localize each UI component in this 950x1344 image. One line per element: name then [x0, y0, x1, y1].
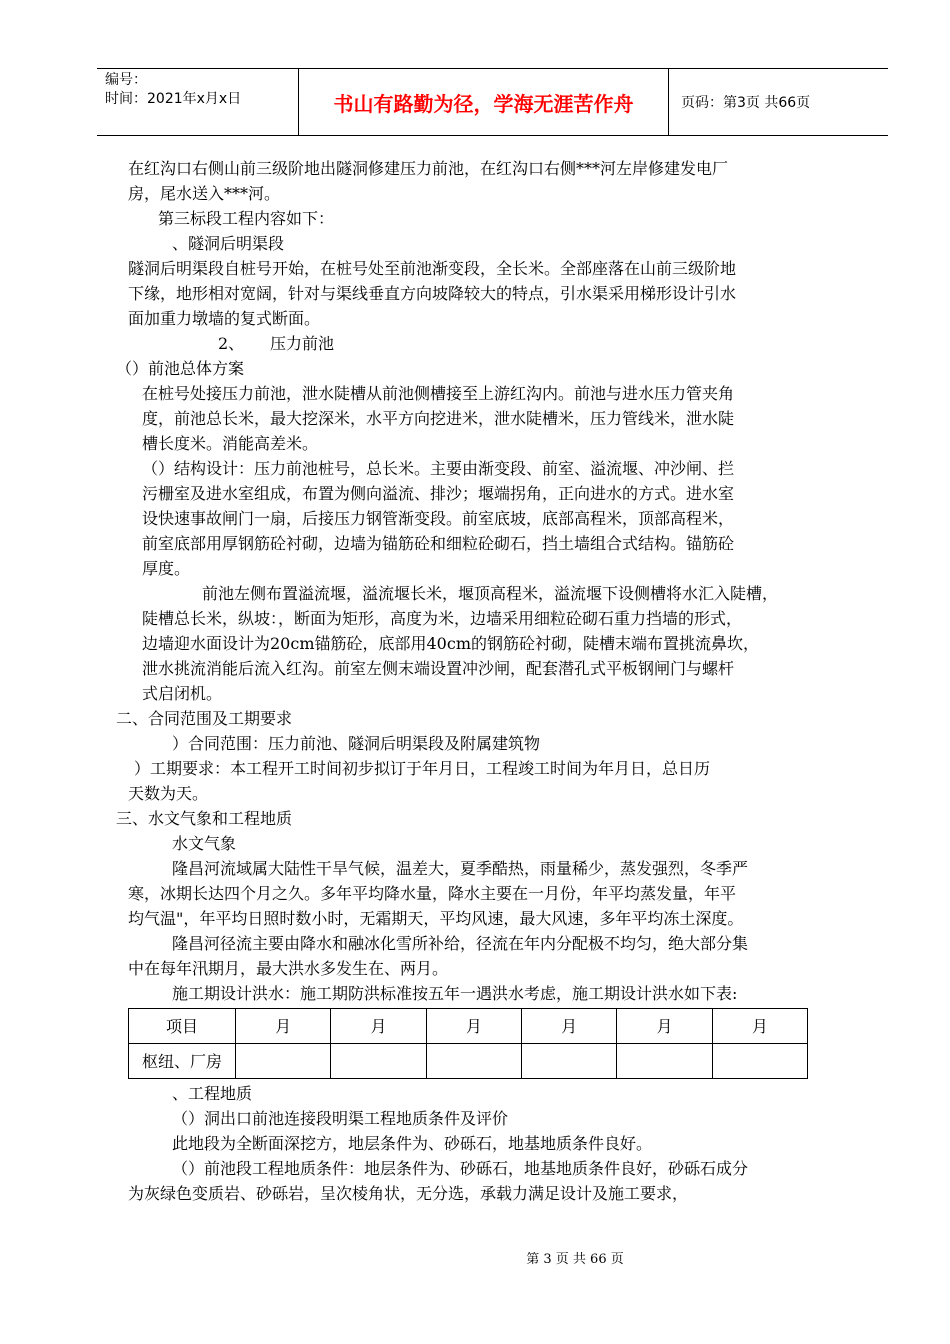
paragraph-line: 污栅室及进水室组成，布置为侧向溢流、排沙；堰端拐角，正向进水的方式。进水室: [142, 484, 735, 503]
table-header-cell: 月: [521, 1009, 616, 1044]
subsection-heading: 、工程地质: [172, 1084, 253, 1103]
header-page-number: 页码：第3页 共66页: [681, 95, 811, 111]
paragraph-line: 寒，冰期长达四个月之久。多年平均降水量，降水主要在一月份，年平均蒸发量，年平: [128, 884, 737, 903]
section-intro: 第三标段工程内容如下：: [158, 209, 335, 228]
document-code-label: 编号：: [105, 72, 147, 88]
paragraph-line: 边墙迎水面设计为20cm锚筋砼，底部用40cm的钢筋砼衬砌，陡槽末端布置挑流鼻坎，: [142, 634, 759, 653]
paragraph-line: （）前池段工程地质条件：地层条件为、砂砾石，地基地质条件良好，砂砾石成分: [172, 1159, 749, 1178]
paragraph-line: 中在每年汛期月，最大洪水多发生在、两月。: [128, 959, 449, 978]
paragraph-line: 此地段为全断面深挖方，地层条件为、砂砾石，地基地质条件良好。: [172, 1134, 653, 1153]
paragraph-line: 槽长度米。消能高差米。: [142, 434, 319, 453]
flood-design-table: [128, 1008, 808, 1079]
paragraph-line: 隆昌河径流主要由降水和融冰化雪所补给，径流在年内分配极不均匀，绝大部分集: [172, 934, 749, 953]
subsection-heading: 水文气象: [172, 834, 237, 853]
table-cell: [712, 1044, 807, 1079]
table-header-cell: 月: [426, 1009, 521, 1044]
header-meta: [97, 69, 299, 135]
heading-number: 2、: [218, 334, 245, 353]
footer-page-number: 第 3 页 共 66 页: [526, 1252, 624, 1267]
section-heading: 二、合同范围及工期要求: [116, 709, 293, 728]
paragraph-line: ）合同范围：压力前池、隧洞后明渠段及附属建筑物: [172, 734, 541, 753]
table-header-cell: 项目: [129, 1009, 236, 1044]
paragraph-line: （）结构设计：压力前池桩号，总长米。主要由渐变段、前室、溢流堰、冲沙闸、拦: [142, 459, 735, 478]
paragraph-line: 在桩号处接压力前池，泄水陡槽从前池侧槽接至上游红沟内。前池与进水压力管夹角: [142, 384, 735, 403]
paragraph-line: 度，前池总长米，最大挖深米，水平方向挖进米，泄水陡槽米，压力管线米，泄水陡: [142, 409, 735, 428]
paragraph-line: 设快速事故闸门一扇，后接压力钢管渐变段。前室底坡，底部高程米，顶部高程米，: [142, 509, 735, 528]
subsection-heading: （）前池总体方案: [116, 359, 245, 378]
section-heading: 三、水文气象和工程地质: [116, 809, 293, 828]
page-header: [97, 68, 888, 136]
paragraph-line: 前室底部用厚钢筋砼衬砌，边墙为锚筋砼和细粒砼砌石，挡土墙组合式结构。锚筋砼: [142, 534, 735, 553]
subsection-heading: [128, 331, 848, 356]
page-footer: [0, 1248, 950, 1267]
paragraph-line: 厚度。: [142, 559, 191, 578]
paragraph-line: 房，尾水送入***河。: [128, 184, 281, 203]
paragraph-line: 泄水挑流消能后流入红沟。前室左侧末端设置冲沙闸，配套潜孔式平板钢闸门与螺杆: [142, 659, 735, 678]
header-motto: 书山有路勤为径，学海无涯苦作舟: [299, 69, 669, 135]
paragraph-line: 施工期设计洪水：施工期防洪标准按五年一遇洪水考虑，施工期设计洪水如下表:: [172, 984, 738, 1003]
table-row: [129, 1044, 808, 1079]
paragraph-line: 式启闭机。: [142, 684, 223, 703]
paragraph-line: 陡槽总长米，纵坡：，断面为矩形，高度为米，边墙采用细粒砼砌石重力挡墙的形式，: [142, 609, 743, 628]
paragraph-line: 隧洞后明渠段自桩号开始，在桩号处至前池渐变段，全长米。全部座落在山前三级阶地: [128, 259, 737, 278]
table-header-row: [129, 1009, 808, 1044]
paragraph-line: 天数为天。: [128, 784, 209, 803]
paragraph-line: ）工期要求：本工程开工时间初步拟订于年月日，工程竣工时间为年月日，总日历: [134, 759, 711, 778]
paragraph-line: 前池左侧布置溢流堰，溢流堰长米，堰顶高程米，溢流堰下设侧槽将水汇入陡槽，: [202, 584, 779, 603]
table-header-cell: 月: [331, 1009, 426, 1044]
table-cell: 枢纽、厂房: [129, 1044, 236, 1079]
paragraph-line: 面加重力墩墙的复式断面。: [128, 309, 321, 328]
document-body: [116, 156, 848, 1206]
table-header-cell: 月: [712, 1009, 807, 1044]
table-cell: [331, 1044, 426, 1079]
paragraph-line: 在红沟口右侧山前三级阶地出隧洞修建压力前池，在红沟口右侧***河左岸修建发电厂: [128, 159, 729, 178]
table-cell: [236, 1044, 331, 1079]
table-cell: [617, 1044, 712, 1079]
subsection-heading: 、隧洞后明渠段: [172, 234, 285, 253]
paragraph-line: 下缘，地形相对宽阔，针对与渠线垂直方向坡降较大的特点，引水渠采用梯形设计引水: [128, 284, 737, 303]
subsection-heading: （）洞出口前池连接段明渠工程地质条件及评价: [172, 1109, 509, 1128]
table-header-cell: 月: [617, 1009, 712, 1044]
document-time-label: 时间：2021年x月x日: [105, 91, 242, 107]
paragraph-line: 隆昌河流域属大陆性干旱气候，温差大，夏季酷热，雨量稀少，蒸发强烈，冬季严: [172, 859, 749, 878]
table-header-cell: 月: [236, 1009, 331, 1044]
table-cell: [521, 1044, 616, 1079]
paragraph-line: 为灰绿色变质岩、砂砾岩，呈次棱角状，无分选，承载力满足设计及施工要求，: [128, 1184, 689, 1203]
table-cell: [426, 1044, 521, 1079]
paragraph-line: 均气温"，年平均日照时数小时，无霜期天，平均风速，最大风速，多年平均冻土深度。: [128, 909, 744, 928]
heading-text: 压力前池: [270, 334, 335, 353]
